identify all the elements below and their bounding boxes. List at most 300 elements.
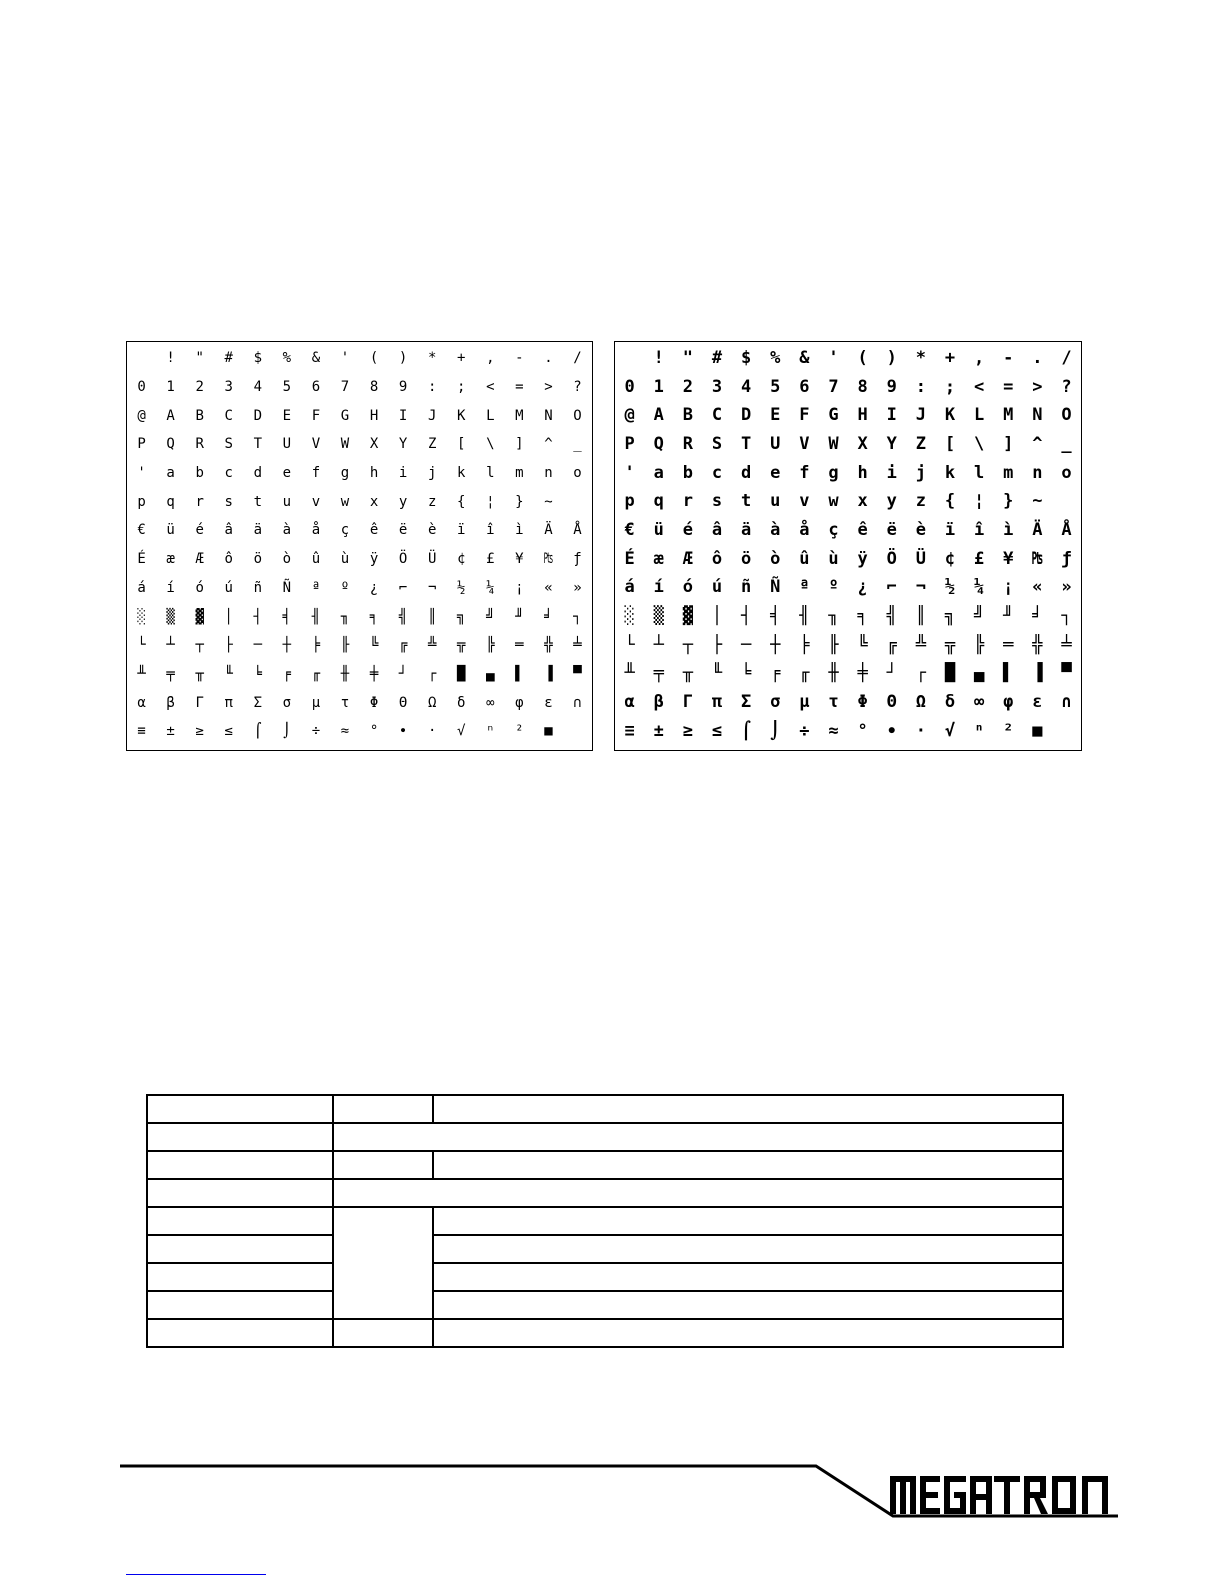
character-glyph: #: [224, 350, 233, 367]
character-glyph: É: [137, 551, 146, 568]
character-glyph: %: [282, 350, 292, 367]
character-glyph: ▀: [1061, 663, 1072, 684]
character-glyph: ╢: [311, 608, 321, 625]
character-glyph: R: [195, 436, 204, 453]
character-glyph: ': [137, 465, 146, 482]
character-glyph: ╫: [828, 663, 839, 684]
character-glyph: å: [799, 519, 810, 540]
character-glyph: ⌡: [282, 723, 292, 740]
character-glyph: ¢: [457, 551, 466, 568]
character-glyph: ê: [369, 522, 379, 539]
table-cell: [147, 1207, 333, 1235]
character-glyph: J: [915, 405, 926, 426]
character-glyph: ≈: [828, 720, 839, 741]
character-glyph: C: [711, 405, 723, 426]
character-glyph: 1: [653, 376, 664, 397]
character-glyph: ╠: [486, 637, 495, 654]
character-glyph: ': [340, 350, 350, 367]
character-glyph: ö: [740, 548, 752, 569]
character-glyph: û: [311, 551, 321, 568]
character-glyph: ': [624, 462, 635, 483]
character-glyph: ì: [515, 522, 524, 539]
table-cell: [147, 1095, 333, 1123]
table-cell: [147, 1291, 333, 1319]
character-glyph: D: [253, 407, 262, 424]
character-glyph: ÿ: [369, 551, 379, 568]
character-glyph: ·: [915, 720, 926, 741]
character-glyph: Γ: [682, 692, 693, 713]
character-glyph: φ: [515, 694, 524, 711]
character-glyph: ■: [544, 723, 553, 740]
character-glyph: ⁿ: [973, 720, 985, 741]
character-glyph: φ: [1003, 692, 1014, 713]
footer-link-underline[interactable]: [126, 1574, 266, 1575]
character-glyph: \: [973, 433, 985, 454]
table-row: [147, 1319, 1063, 1347]
character-glyph: ä: [740, 519, 752, 540]
character-glyph: c: [224, 465, 233, 482]
character-glyph: ┌: [427, 665, 437, 682]
character-glyph: ¬: [427, 579, 437, 596]
character-glyph: ╙: [711, 663, 723, 684]
character-glyph: 0: [137, 379, 146, 396]
character-glyph: Ä: [1032, 519, 1043, 540]
character-glyph: [563, 487, 592, 516]
character-glyph: k: [457, 465, 466, 482]
character-glyph: º: [340, 579, 350, 596]
character-glyph: µ: [799, 692, 810, 713]
table-row: [147, 1291, 1063, 1319]
character-glyph: á: [624, 577, 635, 598]
character-glyph: π: [224, 694, 233, 711]
character-glyph: £: [973, 548, 985, 569]
character-glyph: ╫: [340, 665, 350, 682]
character-glyph: 9: [398, 379, 408, 396]
character-glyph: æ: [166, 551, 175, 568]
character-glyph: ╒: [770, 663, 781, 684]
character-glyph: b: [682, 462, 693, 483]
character-glyph: &: [311, 350, 321, 367]
character-glyph: M: [515, 407, 524, 424]
character-glyph: C: [224, 407, 233, 424]
character-glyph: ╬: [1032, 634, 1043, 655]
character-glyph: ó: [682, 577, 693, 598]
character-glyph: ÷: [799, 720, 810, 741]
character-glyph: E: [282, 407, 292, 424]
character-glyph: ▓: [195, 608, 204, 625]
character-set-table-regular: [126, 341, 593, 751]
character-glyph: ¡: [1003, 577, 1014, 598]
character-glyph: ü: [166, 522, 175, 539]
table-cell: [433, 1235, 1063, 1263]
character-glyph: X: [857, 433, 868, 454]
table-cell: [333, 1207, 433, 1319]
character-glyph: ƒ: [1061, 548, 1072, 569]
table-cell: [147, 1263, 333, 1291]
character-glyph: t: [253, 493, 262, 510]
character-glyph: ├: [224, 637, 233, 654]
character-glyph: r: [195, 493, 204, 510]
character-glyph: ╔: [398, 637, 408, 654]
character-glyph: ┤: [253, 608, 262, 625]
character-glyph: c: [711, 462, 723, 483]
character-glyph: â: [711, 519, 723, 540]
character-glyph: ╞: [799, 634, 810, 655]
character-glyph: █: [944, 663, 956, 684]
character-glyph: ó: [195, 579, 204, 596]
character-glyph: S: [711, 433, 723, 454]
character-glyph: q: [166, 493, 175, 510]
character-glyph: p: [137, 493, 146, 510]
character-glyph: ╥: [682, 663, 693, 684]
character-glyph: β: [166, 694, 175, 711]
character-glyph: ¿: [369, 579, 379, 596]
character-glyph: Θ: [398, 694, 408, 711]
character-glyph: h: [857, 462, 868, 483]
character-glyph: ╣: [886, 606, 897, 627]
character-glyph: ▐: [544, 665, 553, 682]
character-glyph: ;: [944, 376, 956, 397]
character-glyph: A: [653, 405, 664, 426]
character-glyph: %: [770, 347, 781, 368]
character-glyph: b: [195, 465, 204, 482]
character-glyph: °: [369, 723, 379, 740]
character-glyph: √: [944, 720, 956, 741]
character-glyph: ú: [224, 579, 233, 596]
character-glyph: k: [944, 462, 956, 483]
character-glyph: d: [253, 465, 262, 482]
character-glyph: ,: [486, 350, 495, 367]
character-glyph: #: [711, 347, 723, 368]
character-glyph: ░: [624, 606, 635, 627]
character-glyph: °: [857, 720, 868, 741]
character-glyph: ┐: [1061, 606, 1072, 627]
character-glyph: ù: [340, 551, 350, 568]
character-glyph: L: [973, 405, 985, 426]
table-row: [147, 1095, 1063, 1123]
character-glyph: ç: [340, 522, 350, 539]
character-glyph: ú: [711, 577, 723, 598]
character-glyph: ╦: [457, 637, 466, 654]
character-glyph: ╧: [573, 637, 582, 654]
character-glyph: ╟: [828, 634, 839, 655]
character-glyph: π: [711, 692, 723, 713]
character-glyph: ╬: [544, 637, 553, 654]
character-glyph: L: [486, 407, 495, 424]
character-glyph: ╛: [1032, 606, 1043, 627]
character-glyph: ∞: [486, 694, 495, 711]
character-glyph: K: [944, 405, 956, 426]
character-glyph: ═: [1003, 634, 1014, 655]
table-cell: [147, 1235, 333, 1263]
character-glyph: h: [369, 465, 379, 482]
character-glyph: y: [398, 493, 408, 510]
character-glyph: a: [166, 465, 175, 482]
character-glyph: .: [1032, 347, 1043, 368]
character-glyph: Φ: [857, 692, 868, 713]
character-glyph: Ω: [915, 692, 926, 713]
character-glyph: 8: [369, 379, 379, 396]
character-glyph: ╩: [915, 634, 926, 655]
table-cell: [147, 1319, 333, 1347]
character-glyph: ≡: [137, 723, 146, 740]
character-glyph: ╓: [311, 665, 321, 682]
character-glyph: ¿: [857, 577, 868, 598]
table-cell: [333, 1179, 1063, 1207]
character-glyph: ∩: [573, 694, 582, 711]
character-glyph: ò: [770, 548, 781, 569]
character-glyph: s: [224, 493, 233, 510]
character-glyph: ∙: [398, 723, 408, 740]
character-glyph: i: [886, 462, 897, 483]
character-glyph: ┤: [740, 606, 752, 627]
character-glyph: 8: [857, 376, 868, 397]
character-glyph: £: [486, 551, 495, 568]
character-glyph: σ: [282, 694, 292, 711]
character-glyph: €: [624, 519, 635, 540]
character-glyph: è: [427, 522, 437, 539]
character-glyph: ": [682, 347, 693, 368]
character-glyph: ╛: [544, 608, 553, 625]
character-glyph: ^: [544, 436, 553, 453]
character-glyph: ╕: [369, 608, 379, 625]
character-glyph: Æ: [195, 551, 204, 568]
character-glyph: R: [682, 433, 693, 454]
character-glyph: /: [1061, 347, 1072, 368]
character-glyph: [1052, 487, 1081, 516]
character-glyph: »: [1061, 577, 1072, 598]
megatron-logo: [890, 1470, 1116, 1516]
character-glyph: ╘: [740, 663, 752, 684]
character-glyph: n: [544, 465, 553, 482]
character-glyph: à: [770, 519, 781, 540]
character-glyph: ░: [137, 608, 146, 625]
table-row: [147, 1207, 1063, 1235]
character-glyph: δ: [457, 694, 466, 711]
table-cell: [433, 1207, 1063, 1235]
character-glyph: ┴: [166, 637, 175, 654]
character-glyph: ¥: [515, 551, 524, 568]
character-glyph: ─: [740, 634, 752, 655]
character-glyph: ë: [886, 519, 897, 540]
character-glyph: Y: [886, 433, 897, 454]
character-glyph: /: [573, 350, 582, 367]
character-glyph: ╙: [224, 665, 233, 682]
character-glyph: ■: [1032, 720, 1043, 741]
character-glyph: 5: [282, 379, 292, 396]
table-cell: [333, 1319, 433, 1347]
character-glyph: Å: [1061, 519, 1072, 540]
character-glyph: ╧: [1061, 634, 1072, 655]
character-glyph: ∩: [1061, 692, 1072, 713]
character-glyph: &: [799, 347, 810, 368]
character-glyph: ¼: [973, 577, 985, 598]
character-glyph: X: [369, 436, 379, 453]
character-glyph: ≥: [682, 720, 693, 741]
character-glyph: ▌: [1003, 663, 1014, 684]
character-glyph: ╣: [398, 608, 408, 625]
character-glyph: ²: [1003, 720, 1014, 741]
table-row: [147, 1235, 1063, 1263]
character-glyph: 2: [195, 379, 204, 396]
character-glyph: Q: [166, 436, 175, 453]
character-glyph: ╘: [253, 665, 262, 682]
character-glyph: B: [682, 405, 693, 426]
character-glyph: >: [1032, 376, 1043, 397]
character-glyph: │: [224, 608, 233, 625]
character-glyph: ^: [1032, 433, 1043, 454]
character-glyph: █: [457, 665, 466, 682]
character-glyph: µ: [311, 694, 321, 711]
character-glyph: A: [166, 407, 175, 424]
character-glyph: 2: [682, 376, 693, 397]
character-glyph: ·: [427, 723, 437, 740]
character-glyph: 3: [224, 379, 233, 396]
character-glyph: Z: [427, 436, 437, 453]
specification-table: [146, 1094, 1064, 1348]
character-glyph: ë: [398, 522, 408, 539]
table-row: [147, 1151, 1063, 1179]
character-glyph: y: [886, 491, 897, 512]
character-glyph: ª: [311, 579, 321, 596]
character-glyph: f: [311, 465, 321, 482]
character-glyph: w: [828, 491, 839, 512]
character-glyph: ╤: [166, 665, 175, 682]
character-glyph: !: [166, 350, 175, 367]
table-cell: [433, 1319, 1063, 1347]
character-glyph: +: [944, 347, 956, 368]
character-glyph: ┬: [195, 637, 204, 654]
character-glyph: ╟: [340, 637, 350, 654]
character-glyph: ╜: [1003, 606, 1014, 627]
character-glyph: _: [1061, 433, 1072, 454]
character-glyph: E: [770, 405, 781, 426]
character-glyph: n: [1032, 462, 1043, 483]
character-glyph: ⁿ: [486, 723, 495, 740]
table-cell: [147, 1151, 333, 1179]
character-glyph: ": [195, 350, 204, 367]
character-glyph: Å: [573, 522, 582, 539]
character-glyph: Γ: [195, 694, 204, 711]
character-glyph: ╓: [799, 663, 810, 684]
character-glyph: [1052, 717, 1081, 746]
character-glyph: ▌: [515, 665, 524, 682]
character-glyph: B: [195, 407, 204, 424]
character-glyph: [: [944, 433, 956, 454]
character-glyph: ╨: [137, 665, 146, 682]
character-glyph: α: [624, 692, 635, 713]
character-glyph: Θ: [886, 692, 897, 713]
character-glyph: 4: [740, 376, 752, 397]
character-glyph: p: [624, 491, 635, 512]
character-glyph: û: [799, 548, 810, 569]
character-glyph: H: [369, 407, 379, 424]
character-glyph: ~: [1032, 491, 1043, 512]
character-glyph: ä: [253, 522, 262, 539]
character-glyph: u: [770, 491, 781, 512]
character-glyph: 1: [166, 379, 175, 396]
character-glyph: r: [682, 491, 693, 512]
character-glyph: ▐: [1032, 663, 1043, 684]
character-glyph: Ö: [886, 548, 897, 569]
character-glyph: ²: [515, 723, 524, 740]
character-glyph: └: [137, 637, 146, 654]
character-glyph: ┼: [282, 637, 292, 654]
character-glyph: ╪: [369, 665, 379, 682]
character-glyph: -: [515, 350, 524, 367]
character-glyph: ⌠: [253, 723, 262, 740]
character-glyph: Σ: [253, 694, 262, 711]
character-glyph: O: [573, 407, 582, 424]
character-glyph: [615, 344, 644, 373]
character-glyph: t: [740, 491, 752, 512]
character-glyph: V: [311, 436, 321, 453]
character-glyph: ±: [166, 723, 175, 740]
character-glyph: D: [740, 405, 752, 426]
character-glyph: x: [857, 491, 868, 512]
character-glyph: d: [740, 462, 752, 483]
character-glyph: å: [311, 522, 321, 539]
character-glyph: ]: [515, 436, 524, 453]
character-glyph: ▄: [486, 665, 495, 682]
character-glyph: ¼: [486, 579, 495, 596]
character-glyph: ¢: [944, 548, 956, 569]
character-glyph: F: [799, 405, 810, 426]
character-glyph: Ü: [915, 548, 926, 569]
character-glyph: ╥: [195, 665, 204, 682]
character-glyph: N: [544, 407, 553, 424]
character-glyph: ╢: [799, 606, 810, 627]
character-glyph: ▀: [573, 665, 582, 682]
character-glyph: ┬: [682, 634, 693, 655]
character-glyph: 4: [253, 379, 262, 396]
character-glyph: ò: [282, 551, 292, 568]
character-glyph: q: [653, 491, 664, 512]
character-glyph: ≤: [224, 723, 233, 740]
character-glyph: ù: [828, 548, 839, 569]
character-glyph: δ: [944, 692, 956, 713]
character-glyph: î: [973, 519, 985, 540]
character-glyph: τ: [828, 692, 839, 713]
character-glyph: H: [857, 405, 868, 426]
character-glyph: ÷: [311, 723, 321, 740]
character-glyph: ç: [828, 519, 839, 540]
character-glyph: ╝: [486, 608, 495, 625]
character-glyph: è: [915, 519, 926, 540]
character-glyph: =: [1003, 376, 1014, 397]
character-glyph: ╖: [828, 606, 839, 627]
character-glyph: ┘: [886, 663, 897, 684]
character-glyph: ▓: [682, 606, 693, 627]
character-glyph: ∙: [886, 720, 897, 741]
character-glyph: j: [427, 465, 437, 482]
character-glyph: O: [1061, 405, 1072, 426]
character-glyph: $: [253, 350, 262, 367]
character-glyph: P: [624, 433, 635, 454]
character-glyph: ¡: [515, 579, 524, 596]
character-glyph: ∞: [973, 692, 985, 713]
table-cell: [333, 1123, 1063, 1151]
character-glyph: g: [828, 462, 839, 483]
character-glyph: ½: [944, 577, 956, 598]
character-glyph: ▒: [166, 608, 175, 625]
character-glyph: ƒ: [573, 551, 582, 568]
character-glyph: i: [398, 465, 408, 482]
character-glyph: W: [828, 433, 839, 454]
character-glyph: ): [398, 350, 408, 367]
character-glyph: í: [166, 579, 175, 596]
character-glyph: ├: [711, 634, 723, 655]
